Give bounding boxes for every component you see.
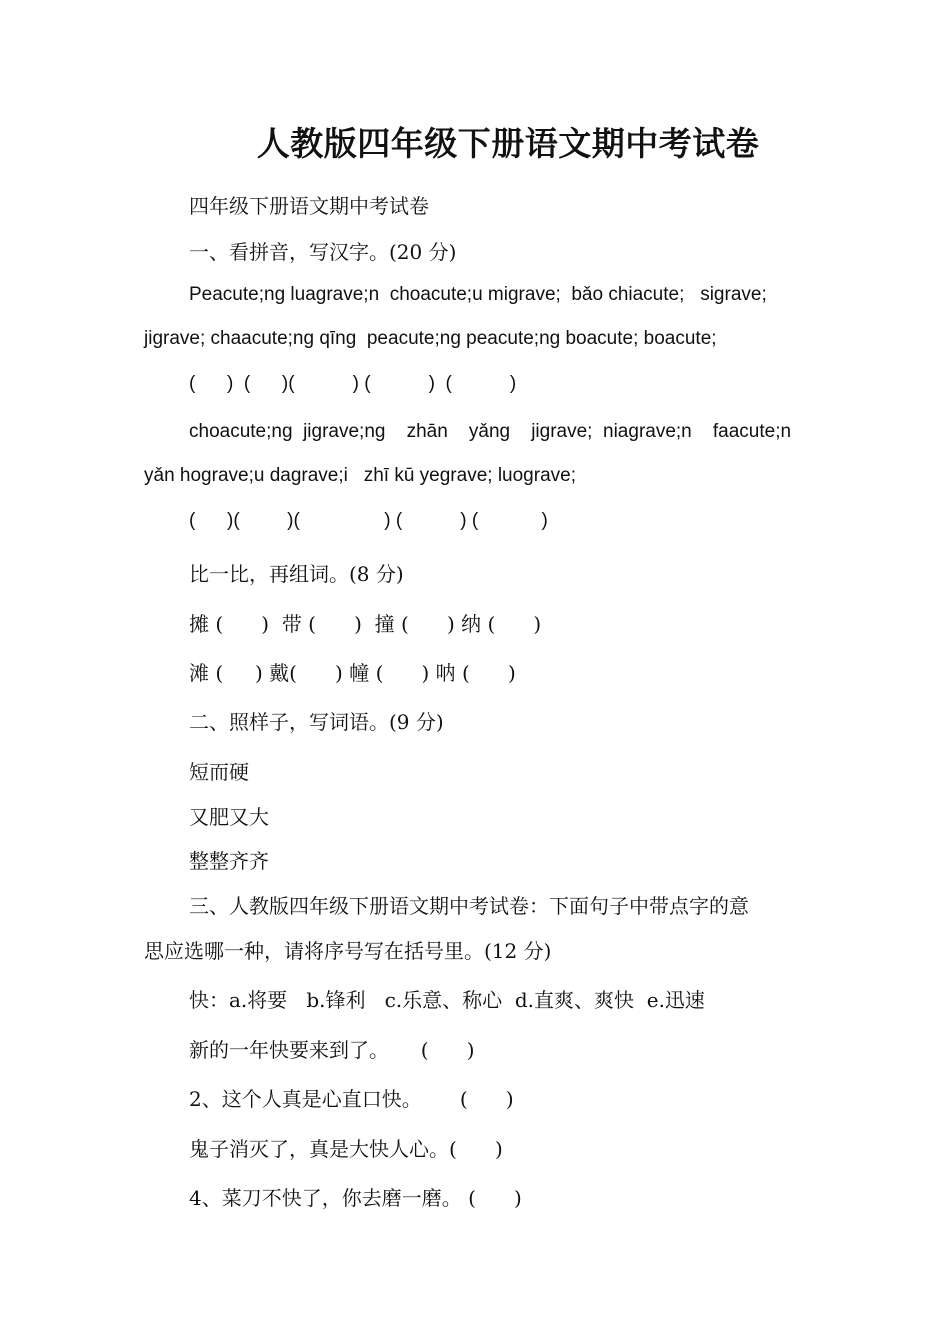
meaning-options: 快：a.将要 b.锋利 c.乐意、称心 d.直爽、爽快 e.迅速 xyxy=(189,988,705,1012)
pinyin-line-1b: jigrave; chaacute;ng qīng peacute;ng peacute;ng boacute; boacute; xyxy=(144,328,717,349)
document-title: 人教版四年级下册语文期中考试卷 xyxy=(256,124,760,163)
compare-row-1: 摊 ( ) 带 ( ) 撞 ( ) 纳 ( ) xyxy=(189,612,542,636)
pinyin-line-2b: yǎn hograve;u dagrave;i zhī kū yegrave; luograve; xyxy=(144,465,576,486)
compare-heading: 比一比，再组词。(8 分) xyxy=(189,562,404,586)
example-word-1: 短而硬 xyxy=(189,760,249,784)
question-2: 2、这个人真是心直口快。 ( ) xyxy=(189,1087,514,1111)
section-3-heading-b: 思应选哪一种，请将序号写在括号里。(12 分) xyxy=(144,939,552,963)
example-word-2: 又肥又大 xyxy=(189,805,269,829)
question-3: 鬼子消灭了，真是大快人心。( ) xyxy=(189,1137,503,1161)
compare-row-2: 滩 ( ) 戴( ) 幢 ( ) 呐 ( ) xyxy=(189,661,516,685)
question-4: 4、菜刀不快了，你去磨一磨。 ( ) xyxy=(189,1186,522,1210)
answer-blanks-1: ( ) ( )( ) ( ) ( ) xyxy=(189,373,517,394)
pinyin-line-1a: Peacute;ng luagrave;n choacute;u migrave; bǎo chiacute; sigrave; xyxy=(189,284,767,305)
section-3-heading-a: 三、人教版四年级下册语文期中考试卷：下面句子中带点字的意 xyxy=(189,894,749,918)
example-word-3: 整整齐齐 xyxy=(189,849,269,873)
answer-blanks-2: ( )( )( ) ( ) ( ) xyxy=(189,510,548,531)
pinyin-line-2a: choacute;ng jigrave;ng zhān yǎng jigrave; niagrave;n faacute;n xyxy=(189,421,792,442)
section-1-heading: 一、看拼音，写汉字。(20 分) xyxy=(189,240,457,264)
subtitle: 四年级下册语文期中考试卷 xyxy=(189,194,429,218)
question-1: 新的一年快要来到了。 ( ) xyxy=(189,1038,475,1062)
section-2-heading: 二、照样子，写词语。(9 分) xyxy=(189,710,444,734)
